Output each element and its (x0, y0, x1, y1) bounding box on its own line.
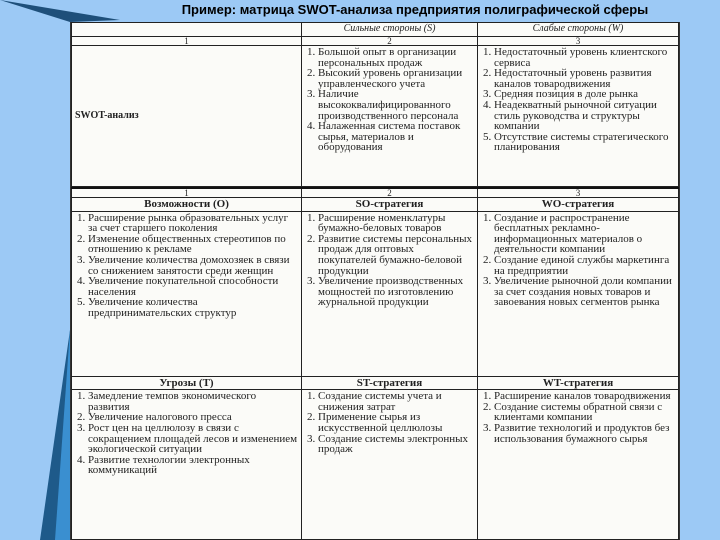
header-wo: WO-стратегия (478, 198, 679, 212)
header-empty (72, 23, 302, 37)
swot-matrix (70, 22, 680, 540)
list-item: 4. Неадекватный рыночной ситуации стиль руководства и структуры компании (483, 98, 657, 133)
header-strengths: Сильные стороны (S) (302, 23, 478, 37)
col-number: 3 (478, 37, 679, 46)
list-item: 1. Замедление темпов экономического развития (77, 390, 257, 413)
list-item: 2. Изменение общественных стереотипов по отношению к рекламе (77, 232, 286, 256)
list-item: 1. Недостаточный уровень клиентского сервиса (483, 46, 668, 69)
list-item: 1. Расширение рынка образовательных услуг за счет старшего поколения (77, 211, 289, 235)
col-number: 1 (72, 188, 302, 198)
list-item: 2. Применение сырья из искусственной целлюлозы (307, 411, 443, 434)
list-item: 2. Создание системы обратной связи с клиентами компании (483, 400, 663, 424)
swot-label: SWOT-анализ (72, 46, 302, 187)
weaknesses-cell (478, 46, 679, 187)
list-item: 1. Создание и распространение бесплатных рекламно-информационных материалов о деятельности компании (483, 211, 643, 256)
header-weaknesses: Слабые стороны (W) (478, 23, 679, 37)
list-item: 3. Рост цен на целлюлозу в связи с сокращением площадей лесов и изменением экологической ситуации (77, 421, 298, 456)
list-item: 3. Увеличение рыночной доли компании за счет создания новых товаров и завоевания новых сегментов рынка (483, 275, 672, 309)
list-item: 1. Расширение номенклатуры бумажно-беловых товаров (307, 211, 446, 235)
list-item: 4. Развитие технологии электронных коммуникаций (77, 453, 250, 477)
list-item: 3. Создание системы электронных продаж (307, 432, 469, 456)
list-item: 4. Налаженная система поставок сырья, материалов и оборудования (307, 120, 461, 154)
list-item: 1. Создание системы учета и снижения затрат (307, 390, 442, 413)
list-item: 5. Увеличение количества предпринимательских структур (77, 296, 237, 319)
col-number: 3 (478, 188, 679, 198)
list-item: 1. Расширение каналов товародвижения (483, 390, 671, 403)
list-item: 2. Создание единой службы маркетинга на предприятии (483, 253, 670, 277)
st-cell (302, 390, 478, 540)
list-item: 2. Недостаточный уровень развития каналов товародвижения (483, 67, 652, 90)
swot-bottom-table (71, 187, 679, 540)
list-item: 3. Увеличение количества домохозяек в связи со снижением занятости среди женщин (77, 253, 290, 277)
list-item: 5. Отсутствие системы стратегического планирования (483, 130, 669, 154)
list-item: 3. Развитие технологий и продуктов без использования бумажного сырья (483, 421, 670, 445)
list-item: 2. Увеличение налогового пресса (77, 411, 232, 424)
strengths-cell (302, 46, 478, 187)
header-st: ST-стратегия (302, 376, 478, 390)
wt-cell (478, 390, 679, 540)
list-item: 3. Наличие высококвалифицированного производственного персонала (307, 88, 459, 122)
list-item: 3. Увеличение производственных мощностей по изготовлению журнальной продукции (307, 275, 464, 309)
col-number: 1 (72, 37, 302, 46)
header-wt: WT-стратегия (478, 376, 679, 390)
list-item: 2. Развитие системы персональных продаж для оптовых покупателей бумажно-беловой продукции (307, 232, 472, 277)
list-item: 1. Большой опыт в организации персональных продаж (307, 46, 457, 69)
wo-cell (478, 211, 679, 376)
col-number: 2 (302, 37, 478, 46)
col-number: 2 (302, 188, 478, 198)
list-item: 2. Высокий уровень организации управленческого учета (307, 67, 463, 90)
list-item: 4. Увеличение покупательной способности населения (77, 275, 279, 298)
threats-cell (72, 390, 302, 540)
header-opportunities: Возможности (O) (72, 198, 302, 212)
header-threats: Угрозы (T) (72, 376, 302, 390)
list-item: 3. Средняя позиция в доле рынка (483, 88, 638, 101)
header-so: SO-стратегия (302, 198, 478, 212)
so-cell (302, 211, 478, 376)
slide-title: Пример: матрица SWOT-анализа предприятия полиграфической сферы (181, 2, 649, 17)
opportunities-cell (72, 211, 302, 376)
swot-top-table (71, 22, 679, 187)
